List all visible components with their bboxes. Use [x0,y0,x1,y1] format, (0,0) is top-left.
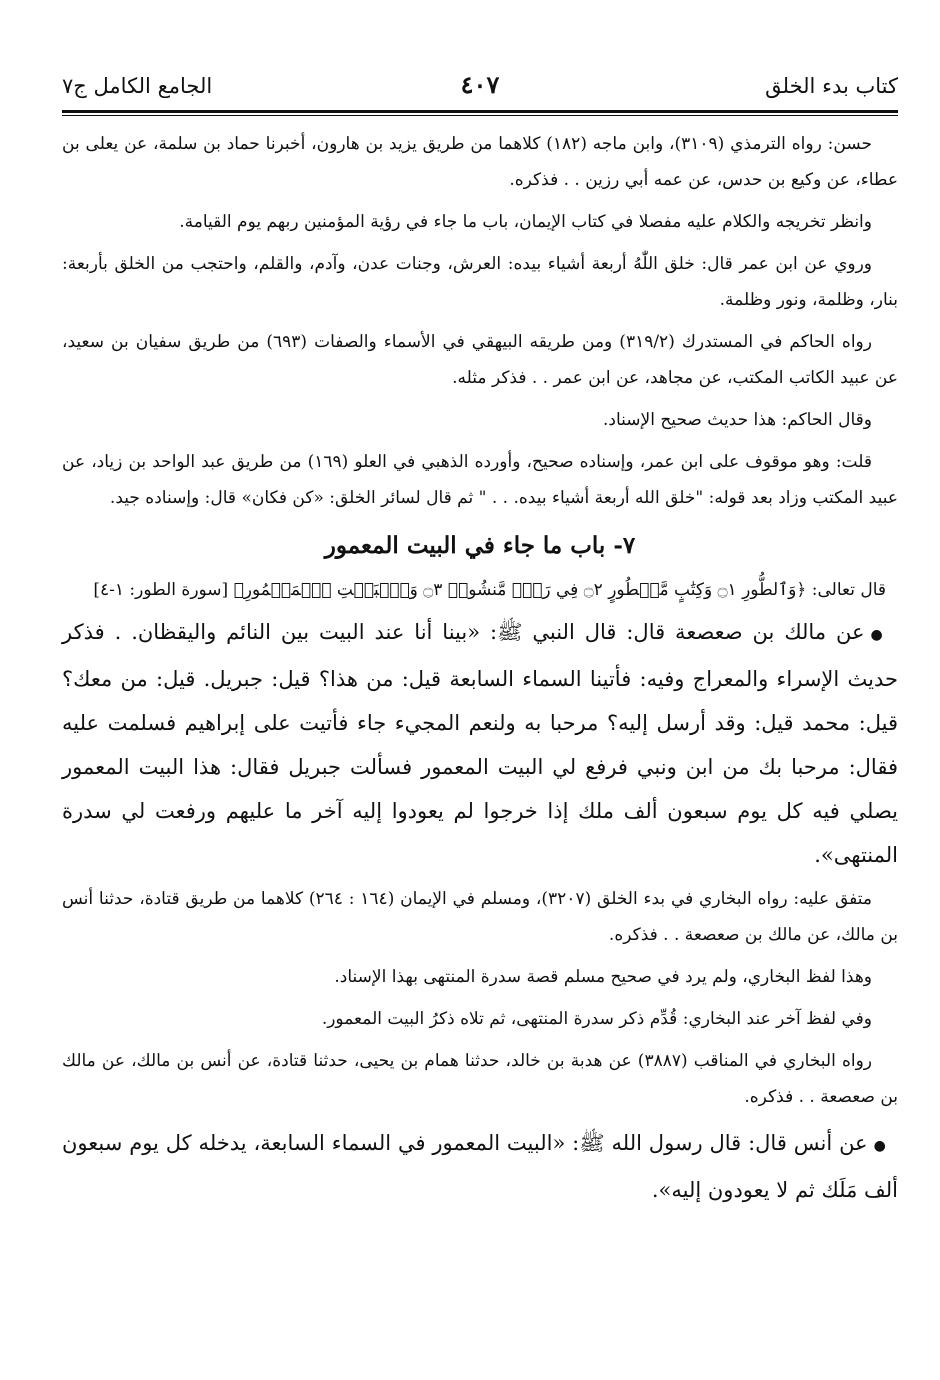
page-number: ٤٠٧ [460,70,500,99]
book-section-title: كتاب بدء الخلق [765,74,898,98]
header-divider [62,110,898,116]
paragraph-takhrij-3: رواه الحاكم في المستدرك (٣١٩/٢) ومن طريقه البيهقي في الأسماء والصفات (٦٩٣) من طريق سفيان بن سعيد، عن عبيد الكاتب المكتب، عن مجاهد، عن ابن عمر . . فذكر مثله. [62,332,898,388]
paragraph-takhrij-2: وانظر تخريجه والكلام عليه مفصلا في كتاب الإيمان، باب ما جاء في رؤية المؤمنين ربهم يوم القيامة. [179,212,872,232]
bullet-icon: ● [870,627,887,643]
book-page [62,60,898,1360]
paragraph-other-wording: وفي لفظ آخر عند البخاري: قُدِّم ذكر سدرة المنتهى، ثم تلاه ذكرُ البيت المعمور. [321,1009,872,1029]
quran-verse: قال تعالى: ﴿وَٱلطُّورِ ۝١ وَكِتَٰبٍ مَّسۡطُورٍ ۝٢ فِي رَقّٖ مَّنشُورٖ ۝٣ وَٱلۡبَيۡتِ ٱلۡمَعۡمُورِ﴾ [سورة الطور: ١-٤] [93,580,886,600]
paragraph-bukhari-wording: وهذا لفظ البخاري، ولم يرد في صحيح مسلم قصة سدرة المنتهى بهذا الإسناد. [334,967,872,987]
book-volume-title: الجامع الكامل ج٧ [62,74,213,98]
hadith-malik-bin-saasaa [62,610,898,877]
paragraph-hakim-note: وقال الحاكم: هذا حديث صحيح الإسناد. [602,410,872,430]
paragraph-author-comment: قلت: وهو موقوف على ابن عمر، وإسناده صحيح، وأورده الذهبي في العلو (١٦٩) من طريق عبد الواحد بن زياد، عن عبيد المكتب وزاد بعد قوله: "خلق الله أربعة أشياء بيده. . . " ثم قال لسائر الخلق: «كن فكان» قال: وإسناده جيد. [62,452,898,508]
bullet-icon: ● [873,1138,887,1154]
paragraph-ibn-umar-report: وروي عن ابن عمر قال: خلق اللّٰهُ أربعة أشياء بيده: العرش، وجنات عدن، وآدم، والقلم، واحتجب من الخلق بأربعة: بنار، وظلمة، ونور وظلمة. [62,254,898,310]
hadith-anas [62,1121,898,1212]
paragraph-bukhari-manaqib: رواه البخاري في المناقب (٣٨٨٧) عن هدبة بن خالد، حدثنا همام بن يحيى، حدثنا قتادة، عن أنس بن مالك، عن مالك بن صعصعة . . فذكره. [62,1051,898,1107]
hadith-text: عن مالك بن صعصعة قال: قال النبي ﷺ: «بينا أنا عند البيت بين النائم واليقظان. . فذكر حديث الإسراء والمعراج وفيه: فأتينا السماء السابعة قيل: من هذا؟ قيل: جبريل. قيل: من معك؟ قيل: محمد قيل: وقد أرسل إليه؟ مرحبا به ولنعم المجيء جاء فأتيت على إبراهيم فسلمت عليه فقال: مرحبا بك من ابن ونبي فرفع لي البيت المعمور فسألت جبريل فقال: هذا البيت المعمور يصلي فيه كل يوم سبعون ألف ملك إذا خرجوا لم يعودوا إليه آخر ما عليهم ورفعت لي سدرة المنتهى». [62,620,898,867]
hadith-text: عن أنس قال: قال رسول الله ﷺ: «البيت المعمور في السماء السابعة، يدخله كل يوم سبعون ألف مَلَك ثم لا يعودون إليه». [62,1131,898,1202]
paragraph-agreed-upon: متفق عليه: رواه البخاري في بدء الخلق (٣٢٠٧)، ومسلم في الإيمان (١٦٤ : ٢٦٤) كلاهما من طريق قتادة، حدثنا أنس بن مالك، عن مالك بن صعصعة . . فذكره. [62,889,898,945]
running-header [62,60,898,110]
chapter-heading: ٧- باب ما جاء في البيت المعمور [324,532,636,559]
paragraph-takhrij-1: حسن: رواه الترمذي (٣١٠٩)، وابن ماجه (١٨٢) كلاهما من طريق يزيد بن هارون، أخبرنا حماد بن سلمة، عن يعلى بن عطاء، عن وكيع بن حدس، عن عمه أبي رزين . . فذكره. [62,134,898,190]
